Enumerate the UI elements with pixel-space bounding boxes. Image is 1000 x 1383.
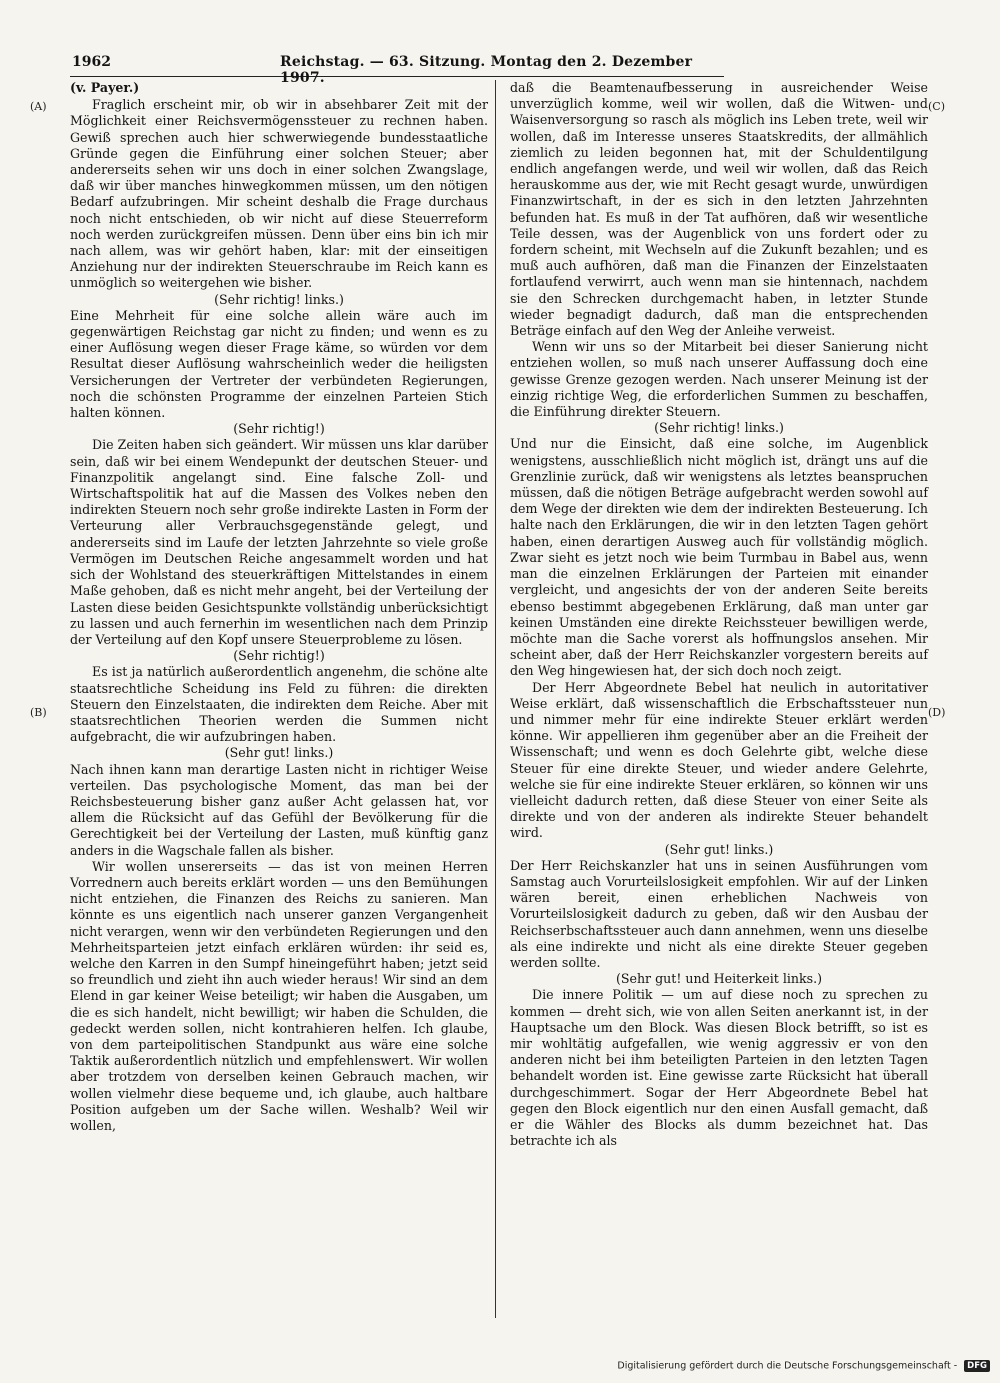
paragraph: Eine Mehrheit für eine solche allein wäre auch im gegenwärtigen Reichstag gar nicht zu finden; und wenn es zu einer Auflösung wegen dieser Frage käme, so würden vor dem Resultat dieser Auflösung wahrscheinlich weder die heiligsten Versicherungen der Vertreter der verbündeten Regierungen, noch die schönsten Programme der einzelnen Parteien Stich halten können. <box>70 307 488 421</box>
paragraph: Fraglich erscheint mir, ob wir in absehbarer Zeit mit der Möglichkeit einer Reichsvermögenssteuer zu rechnen haben. Gewiß sprechen auch hier schwerwiegende bundesstaatliche Gründe gegen die Einführung einer solchen Steuer; aber andererseits sehen wir uns doch in einer solchen Zwangslage, daß wir über manches hinwegkommen müssen, um den nötigen Bedarf aufzubringen. Mir scheint deshalb die Frage durchaus noch nicht entschieden, ob wir nicht auf diese Steuerreform noch werden zurückgreifen müssen. Denn über eins bin ich mir nach allem, was wir gehört haben, klar: mit der einseitigen Anziehung nur der indirekten Steuerschraube im Reich kann es unmöglich so weitergehen wie bisher. <box>70 97 488 291</box>
paragraph: Und nur die Einsicht, daß eine solche, im Augenblick wenigstens, ausschließlich nicht möglich ist, drängt uns auf die Grenzlinie zurück, daß wir wenigstens als letztes beanspruchen müssen, daß die nötigen Beträge aufgebracht werden sowohl auf dem Wege der direkten wie dem der indirekten Besteuerung. Ich halte nach den Erklärungen, die wir in den letzten Tagen gehört haben, einen derartigen Ausweg auch für vollständig möglich. Zwar sieht es jetzt noch wie beim Turmbau in Babel aus, wenn man die einzelnen Erklärungen der Parteien mit einander vergleicht, und angesichts der von der anderen Seite bereits ebenso bestimmt abgegebenen Erklärung, daß man unter gar keinen Umständen eine direkte Reichssteuer bewilligen werde, möchte man die Sache vorerst als hoffnungslos ansehen. Mir scheint aber, daß der Herr Reichskanzler vorgestern bereits auf den Weg hingewiesen hat, der sich doch noch zeigt. <box>510 436 928 679</box>
left-column <box>70 80 488 1134</box>
paragraph: Der Herr Reichskanzler hat uns in seinen Ausführungen vom Samstag auch Vorurteilslosigkeit empfohlen. Wir auf der Linken wären bereit, einen erheblichen Nachweis von Vorurteilslosigkeit dadurch zu geben, daß wir den Ausbau der Reichserbschaftssteuer auch dann annehmen, wenn uns dieselbe als eine indirekte und nicht als eine direkte Steuer gegeben werden sollte. <box>510 857 928 970</box>
margin-mark-c: (C) <box>928 100 945 113</box>
paragraph: Der Herr Abgeordnete Bebel hat neulich in autoritativer Weise erklärt, daß wissenschaftlich die Erbschaftssteuer nun und nimmer mehr für eine indirekte Steuer erklärt werden könne. Wir appellieren ihm gegenüber aber an die Freiheit der Wissenschaft; und wenn es doch Gelehrte gibt, welche diese Steuer für eine direkte Steuer, und wieder andere Gelehrte, welche sie für eine indirekte Steuer erklären, so können wir uns vielleicht dadurch retten, daß diese Steuer von einer Seite als direkte und von der anderen als indirekte Steuer behandelt wird. <box>510 679 928 841</box>
interjection: (Sehr gut! links.) <box>664 841 774 857</box>
right-column <box>510 80 928 1149</box>
margin-mark-a: (A) <box>30 100 47 113</box>
column-divider <box>495 80 496 1318</box>
interjection: (Sehr gut! links.) <box>224 745 334 761</box>
paragraph: Wir wollen unsererseits — das ist von meinen Herren Vorrednern auch bereits erklärt worden — uns den Bemühungen nicht entziehen, die Finanzen des Reichs zu sanieren. Man könnte es uns eigentlich nach unserer ganzen Vergangenheit nicht verargen, wenn wir den verbündeten Regierungen und den Mehrheitsparteien jetzt einfach erklären würden: ihr seid es, welche den Karren in den Sumpf hineingeführt haben; jetzt seid so freundlich und zieht ihn auch wieder heraus! Wir sind an dem Elend in gar keiner Weise beteiligt; wir haben die Ausgaben, um die es sich handelt, nicht bewilligt; wir haben die Schulden, die gedeckt werden sollen, nicht kontrahieren helfen. Ich glaube, von dem parteipolitischen Standpunkt aus wäre eine solche Taktik außerordentlich nützlich und empfehlenswert. Wir wollen aber trotzdem von derselben keinen Gebrauch machen, wir wollen vielmehr diese bequeme und, ich glaube, auch haltbare Position aufgeben um der Sache willen. Weshalb? Weil wir wollen, <box>70 858 488 1133</box>
speaker-name: (v. Payer.) <box>70 80 140 95</box>
interjection: (Sehr richtig!) <box>233 648 325 664</box>
footer <box>600 1360 990 1376</box>
page-header <box>70 52 724 86</box>
margin-mark-d: (D) <box>928 706 946 719</box>
interjection: (Sehr richtig! links.) <box>654 420 784 436</box>
interjection: (Sehr gut! und Heiterkeit links.) <box>615 971 823 987</box>
paragraph: Die Zeiten haben sich geändert. Wir müssen uns klar darüber sein, daß wir bei einem Wendepunkt der deutschen Steuer- und Finanzpolitik angelangt sind. Eine falsche Zoll- und Wirtschaftspolitik hat auf die Massen des Volkes neben den indirekten Steuern noch sehr große indirekte Lasten in Form der Verteurung aller Verbrauchsgegenstände gelegt, und andererseits sind im Laufe der letzten Jahrzehnte so viele große Vermögen im Deutschen Reiche angesammelt worden und hat sich der Wohlstand des steuerkräftigen Mittelstandes in einem Maße gehoben, daß es nicht mehr angeht, bei der Verteilung der Lasten diese beiden Gesichtspunkte vollständig unberücksichtigt zu lassen und auch fernerhin im wesentlichen nach dem Prinzip der Verteilung auf den Kopf unsere Steuerprobleme zu lösen. <box>70 437 488 647</box>
paragraph: Nach ihnen kann man derartige Lasten nicht in richtiger Weise verteilen. Das psychologische Moment, das man bei der Reichsbesteuerung bisher ganz außer Acht gelassen hat, vor allem die Rücksicht auf das Gefühl der Bevölkerung für die Gerechtigkeit bei der Verteilung der Lasten, muß künftig ganz anders in die Wagschale fallen als bisher. <box>70 761 488 858</box>
interjection: (Sehr richtig!) <box>233 421 325 437</box>
dfg-logo: DFG <box>964 1360 990 1372</box>
paragraph: daß die Beamtenaufbesserung in ausreichender Weise unverzüglich komme, weil wir wollen, daß die Witwen- und Waisenversorgung so rasch als möglich ins Leben trete, weil wir wollen, daß im Interesse unseres Staatskredits, der allmählich ziemlich zu leiden begonnen hat, mit der Schuldentilgung endlich angefangen werde, und weil wir wollen, daß das Reich herauskomme aus der, wie mit Recht gesagt wurde, unwürdigen Finanzwirtschaft, in der es sich in den letzten Jahrzehnten befunden hat. Es muß in der Tat aufhören, daß wir wesentliche Teile dessen, was der Augenblick von uns fordert oder zu fordern scheint, mit Wechseln auf die Zukunft bezahlen; und es muß auch aufhören, daß man die Finanzen der Einzelstaaten fortlaufend verwirrt, auch wenn man sie hintennach, nachdem sie den Schrecken durchgemacht haben, in letzter Stunde wieder begnadigt dadurch, daß man die entsprechenden Beträge einfach auf den Weg der Anleihe verweist. <box>510 80 928 339</box>
running-title: Reichstag. — 63. Sitzung. Montag den 2. Dezember 1907. <box>280 54 693 86</box>
page-number: 1962 <box>72 54 111 70</box>
margin-mark-b: (B) <box>30 706 47 719</box>
interjection: (Sehr richtig! links.) <box>214 291 344 307</box>
paragraph: Wenn wir uns so der Mitarbeit bei dieser Sanierung nicht entziehen wollen, so muß nach unserer Auffassung doch eine gewisse Grenze gezogen werden. Nach unserer Meinung ist der einzig richtige Weg, die erforderlichen Summen zu beschaffen, die Einführung direkter Steuern. <box>510 339 928 420</box>
paragraph: Die innere Politik — um auf diese noch zu sprechen zu kommen — dreht sich, wie von allen Seiten anerkannt ist, in der Hauptsache um den Block. Was diesen Block betrifft, so ist es mir wohltätig aufgefallen, wie wenig aggressiv er von den anderen nicht bei ihm beteiligten Parteien in den letzten Tagen behandelt worden ist. Eine gewisse zarte Rücksicht hat überall durchgeschimmert. Sogar der Herr Abgeordnete Bebel hat gegen den Block eigentlich nur den einen Ausfall gemacht, daß er die Wähler des Blocks als dumm bezeichnet hat. Das betrachte ich als <box>510 987 928 1149</box>
footer-credit: Digitalisierung gefördert durch die Deutsche Forschungsgemeinschaft - <box>617 1360 958 1372</box>
paragraph: Es ist ja natürlich außerordentlich angenehm, die schöne alte staatsrechtliche Scheidung ins Feld zu führen: die direkten Steuern den Einzelstaaten, die indirekten dem Reiche. Aber mit staatsrechtlichen Theorien werden die Summen nicht aufgebracht, die wir aufzubringen haben. <box>70 664 488 745</box>
